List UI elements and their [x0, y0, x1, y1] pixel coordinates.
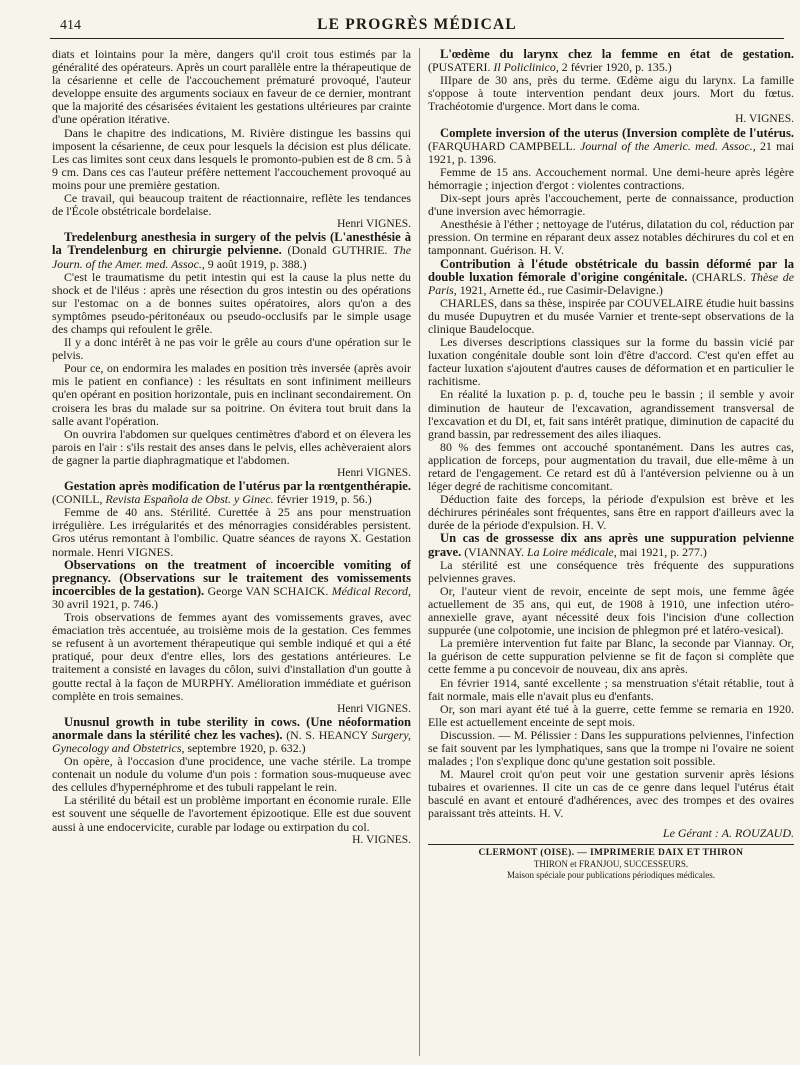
article-citation: (FARQUHARD CAMPBELL. [428, 138, 581, 153]
article-journal: Revista Española de Obst. y Ginec. [105, 492, 274, 507]
body-paragraph: Les diverses descriptions classiques sur la forme du bassin vicié par luxation congénitale double sont loin d'être d'accord. C'est qu'en effet au facteur luxation s'ajoutent d'autres causes de déformation et en particulier le rachitisme. [428, 335, 794, 389]
right-column [428, 48, 794, 1060]
left-column [52, 48, 411, 1060]
article-citation: (N. S. HEANCY [282, 727, 372, 742]
body-paragraph: Ce travail, qui beaucoup traitent de réactionnaire, reflète les tendances de l'École obstétricale bordelaise. [52, 191, 411, 219]
body-paragraph: En février 1914, santé excellente ; sa menstruation s'était rétablie, tout à fait normale, mais elle n'avait plus eu d'enfants. [428, 675, 794, 703]
article-title [52, 716, 411, 755]
body-paragraph: En réalité la luxation p. p. d, touche peu le bassin ; il semble y avoir diminution de hauteur de l'excavation, agrandissement transversal de l'excavation et du DI, et, fait sans intérêt pratique, diminution de capacité du grand bassin, par redressement des ailes iliaques. [428, 387, 794, 441]
article-citation-tail: 9 août 1919, p. 388.) [204, 256, 307, 271]
article-citation-tail: février 1919, p. 56.) [273, 492, 372, 507]
article-heading: Observations on the treatment of incoercible vomiting of pregnancy. (Observations sur le traitement des vomissements incoercibles de la gestation). [52, 557, 411, 598]
body-paragraph: Or, son mari ayant été tué à la guerre, cette femme se remaria en 1920. Elle est actuellement enceinte de sept mois. [428, 701, 794, 729]
printer-imprint [428, 844, 794, 881]
article-heading: L'œdème du larynx chez la femme en état de gestation. [440, 48, 794, 61]
paragraph-text: — M. Pélissier : Dans les suppurations pelviennes, l'infection se fait souvent par les lymphatiques, sans que la trompe ni l'ovaire ne soient malades ; l'on s'explique donc qu'une gestation soit possible. [428, 727, 794, 769]
body-paragraph: La stérilité est une conséquence très fréquente des suppurations pelviennes graves. [428, 557, 794, 585]
article-title [52, 231, 411, 270]
page-number: 414 [60, 18, 81, 33]
printer-successors: THIRON et FRANJOU, SUCCESSEURS. [533, 858, 689, 869]
author-signature: H. VIGNES. [735, 113, 794, 126]
article-citation: George VAN SCHAICK. [204, 583, 332, 598]
article-citation: (Donald GUTHRIE. [281, 243, 394, 258]
discussion-label: Discussion. [440, 727, 496, 742]
article-heading: Complete inversion of the uterus (Inversion complète de l'utérus. [440, 125, 794, 140]
body-paragraph: IIIpare de 30 ans, près du terme. Œdème aigu du larynx. La famille s'oppose à toute intervention pendant deux jours. Mort du fœtus. Trachéotomie d'urgence. Mort dans le coma. [428, 73, 794, 114]
article-title [428, 532, 794, 558]
article-title [428, 127, 794, 166]
article-heading: Gestation après modification de l'utérus par la rœntgenthérapie. [64, 479, 411, 494]
gerant-line: Le Gérant : A. ROUZAUD. [662, 825, 794, 840]
body-paragraph: On opère, à l'occasion d'une procidence, une vache stérile. La trompe contenait un nodule du volume d'un pois : formation sous-muqueuse avec des cellules d'hypernéphrome et des tubuli rappelant le rein. [52, 754, 411, 795]
author-signature: Henri VIGNES. [337, 467, 411, 479]
column-divider [419, 48, 420, 1056]
article-citation-tail: 30 avril 1921, p. 746.) [52, 596, 159, 611]
body-paragraph [428, 729, 794, 768]
article-journal: Surgery, Gynecology and Obstetrics, [52, 727, 411, 755]
article-title [428, 48, 794, 74]
article-heading: Unusnul growth in tube sterility in cows. (Une néoformation anormale dans la stérilité chez les vaches). [52, 714, 411, 742]
article-title [52, 480, 411, 506]
article-journal: The Journ. of the Amer. med. Assoc., [52, 243, 411, 271]
author-signature: Henri VIGNES. [337, 702, 411, 715]
body-paragraph: diats et lointains pour la mère, dangers qu'il croit tous estimés par la généralité des opérateurs. Après un court parallèle entre la thérapeutique de la césarienne et celle de l'accouchement prématuré provoqué, l'auteur developpe ensuite des arguments sociaux en faveur de ce dernier, montrant que la majorité des césarisées évitaient les gestations ultérieures par crainte d'une opération itérative. [52, 48, 411, 127]
body-paragraph: Déduction faite des forceps, la période d'expulsion est brève et les déchirures périnéales sont fréquentes, sans être en rapport d'ailleurs avec la durée de la période d'expulsion. H. V. [428, 492, 794, 533]
body-paragraph: Pour ce, on endormira les malades en position très inversée (après avoir mis le patient en confiance) : les résultats en sont infiniment meilleurs qu'en opérant en position horizontale, puis en inclinant secondairement. On croisera les bras du malade sur sa poitrine. On évitera tout bruit dans la salle avant l'opération. [52, 361, 411, 428]
article-citation-tail: 21 mai 1921, p. 1396. [428, 138, 794, 166]
article-citation-tail: mai 1921, p. 277.) [616, 544, 707, 559]
article-citation: (VIANNAY. [461, 544, 527, 559]
body-paragraph: C'est le traumatisme du petit intestin qui est la cause la plus nette du shock et de l'iléus : après une résection du gros intestin ou des opérations sur l'estomac on a de bonnes suites opératoires, alors qu'on a des symptômes pseudo-péritonéaux ou pseudo-occlusifs par le simple usage des champs qui refoulent le grêle. [52, 269, 411, 336]
article-heading: Un cas de grossesse dix ans après une suppuration pelvienne grave. [428, 531, 794, 559]
body-paragraph: Dans le chapitre des indications, M. Rivière distingue les bassins qui imposent la césarienne, de ceux pour lesquels la décision est plus délicate. Les cas limites sont ceux dans lesquels le promonto-pubien est de 8 cm. 5 à 9 cm. Dans ces cas l'auteur préfère nettement l'accouchement provoqué au moins pour une première gestation. [52, 125, 411, 192]
article-heading: Contribution à l'étude obstétricale du bassin déformé par la double luxation fémorale d'origine congénitale. [428, 256, 794, 284]
body-paragraph: Femme de 15 ans. Accouchement normal. Une demi-heure après légère hémorragie ; injection d'ergot : violentes contractions. [428, 164, 794, 192]
body-paragraph: La première intervention fut faite par Blanc, la seconde par Viannay. Or, la guérison de cette suppuration pelvienne se fit de façon si complète que cette femme a pu concevoir de nouveau, dix ans après. [428, 636, 794, 677]
article-citation: (CONILL, [52, 492, 106, 507]
body-paragraph: Or, l'auteur vient de revoir, enceinte de sept mois, une femme âgée actuellement de 35 ans, qui eut, de 1908 à 1910, une infection utéro-annexielle grave, ayant nécessité deux fois l'incision d'une collection suppurée (une colpotomie, une incision de phlegmon pré et latéro-vesical). [428, 583, 794, 638]
body-paragraph: M. Maurel croit qu'on peut voir une gestation survenir après lésions tubaires et ovariennes. Il cite un cas de ce genre dans lequel l'utérus était basculé en avant et entouré d'adhérences, avec des trompes et des ovaires paraissant très atteints. H. V. [428, 767, 794, 821]
running-head [50, 14, 784, 39]
body-paragraph: Il y a donc intérêt à ne pas voir le grêle au cours d'une opération sur le pelvis. [52, 335, 411, 363]
article-journal: Il Policlinico, [493, 60, 559, 75]
running-title: LE PROGRÈS MÉDICAL [317, 16, 517, 33]
body-paragraph: CHARLES, dans sa thèse, inspirée par COUVELAIRE étudie huit bassins du musée Dupuytren et du musée Varnier et trente-sept observations de la clinique Baudelocque. [428, 295, 794, 336]
article-journal: Médical Record, [331, 583, 411, 598]
body-paragraph: Anesthésie à l'éther ; nettoyage de l'utérus, dilatation du col, réduction par pression. On termine en réparant deux assez notables déchirures du col et en tamponnant. Guérison. H. V. [428, 217, 794, 258]
article-citation: (PUSATERI. [428, 60, 494, 75]
printer-name: CLERMONT (OISE). — IMPRIMERIE DAIX ET THIRON [478, 847, 744, 858]
article-journal: Thèse de Paris, [428, 269, 794, 297]
body-paragraph: On ouvrira l'abdomen sur quelques centimètres d'abord et on élevera les parois en l'air : s'ils restait des anses dans le pelvis, elles achèveraient alors de gagner la partie diaphragmatique et l'abdomen. [52, 426, 411, 467]
body-paragraph: La stérilité du bétail est un problème important en économie rurale. Elle est souvent une séquelle de l'avortement épizootique. Elle est due souvent aussi à une endocervicite, curable par lodage ou extirpation du col. [52, 793, 411, 834]
article-journal: La Loire médicale, [526, 544, 617, 559]
article-citation-tail: 1921, Arnette éd., rue Casimir-Delavigne.) [456, 282, 663, 297]
article-citation: (CHARLS. [687, 269, 751, 284]
body-paragraph: Trois observations de femmes ayant des vomissements graves, avec émaciation très accentuée, au troisième mois de la gestation. Ces femmes se refusent à un avortement thérapeutique qui semble indiqué et qui a été pratiqué, pour deux d'entre elles, lors des gestations antérieures. Le traitement a consisté en lavages du côlon, suivi d'installation d'un goutte à goutte rectal à la façon de MURPHY. Amélioration immédiate et guérison complète en trois semaines. [52, 610, 411, 703]
author-signature: Henri VIGNES. [337, 218, 411, 231]
printer-specialty: Maison spéciale pour publications périodiques médicales. [507, 869, 715, 880]
right-column-articles [428, 48, 794, 821]
author-signature: H. VIGNES. [352, 833, 411, 846]
article-citation-tail: septembre 1920, p. 632.) [184, 740, 306, 755]
article-citation-tail: 2 février 1920, p. 135.) [558, 60, 672, 75]
body-paragraph: Femme de 40 ans. Stérilité. Curettée à 25 ans pour menstruation irrégulière. Les irrégularités et des ménorragies considérables persistent. Gros utérus remontant à l'ombilic. Quatre séances de rayons X. Gestation normale. Henri VIGNES. [52, 505, 411, 559]
body-paragraph: Dix-sept jours après l'accouchement, perte de connaissance, production d'une inversion avec hémorragie. [428, 191, 794, 219]
article-journal: Journal of the Americ. med. Assoc., [580, 138, 756, 153]
article-title [428, 258, 794, 297]
body-paragraph: 80 % des femmes ont accouché spontanément. Dans les autres cas, application de forceps, pour augmentation du travail, due elle-même à un retard de l'engagement. Ce retard est dû à l'antéversion pelvienne ou à un léger degré de rachitisme concomitant. [428, 439, 794, 494]
article-heading: Tredelenburg anesthesia in surgery of the pelvis (L'anesthésie à la Trendelenburg en chirurgie pelvienne. [52, 230, 411, 258]
article-title [52, 559, 411, 611]
